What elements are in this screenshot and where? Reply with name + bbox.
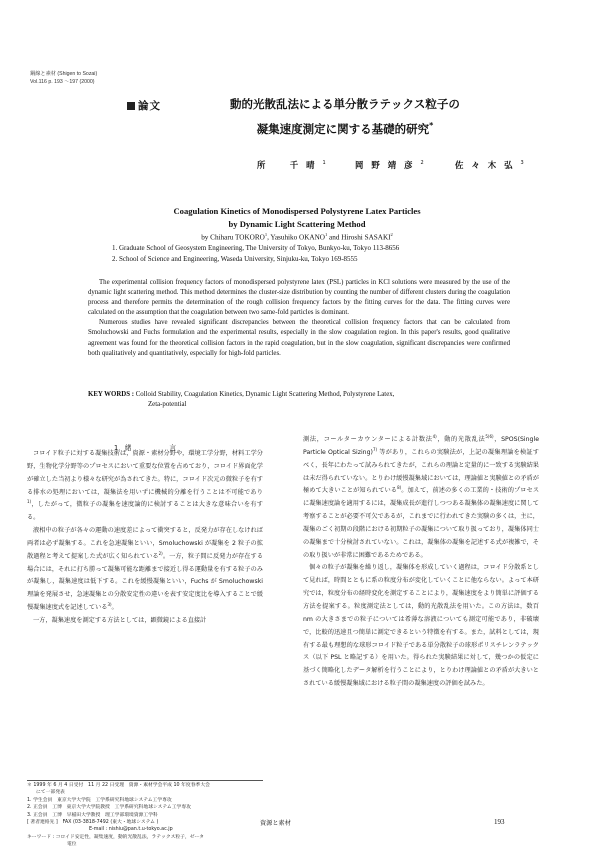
abstract-paragraph-2: Numerous studies have revealed significant discrepancies between the theoretical collision frequency factors that can be calculated from Smoluchowski and Fuchs formulation and the experimental results, especially in the slow coagulation region. In this paper's results, good qualitative agreement was found for the theoretical collision factors in the rapid coagulation, but in the slow coagulation, significant discrepancies were confirmed both qualitatively and quantitatively, especially for high-fold particles. <box>88 319 510 357</box>
body-text: 測法，コールターカウンターによる計数法 <box>303 436 433 443</box>
footnote-line: [ 著者連絡先 ] FAX (03-3818-7492 (東大・地球システム ) <box>27 820 159 826</box>
citation: 8) <box>397 485 402 491</box>
english-authors <box>60 232 534 241</box>
body-text: ，SPOS(Single Particle Optical Sizing) <box>303 436 539 456</box>
footnotes <box>27 782 263 849</box>
author-affiliation-mark: 3 <box>520 160 524 167</box>
page-number: 193 <box>494 818 505 826</box>
abstract-paragraph-1: The experimental collision frequency factors of monodispersed polystyrene latex (PSL) particles in KCl solutions were measured by the use of the dynamic light scattering method. This method determines the cluster-size distribution by counting the number of different clusters during the coagulation process and therefore permits the determination of the rough collision frequency factors by the fitting curves for the data. The fitting curves were calculated on the assumption that the coagulation between two same-fold particles is dominant. <box>88 279 510 317</box>
japanese-title-line-2-text: 凝集速度測定に関する基礎的研究 <box>256 121 430 136</box>
footnote-line: 1. 学生会員 東京大学大学院 工学系研究科地球システム工学専攻 <box>27 797 172 803</box>
footer-journal-name: 資源と素材 <box>260 820 291 827</box>
abstract <box>88 278 510 359</box>
english-author-3: Hiroshi SASAKI <box>341 233 391 242</box>
affiliation-1: 1. Graduate School of Geosystem Engineering, The University of Tokyo, Bunkyo-ku, Tokyo 113-8656 <box>112 244 400 252</box>
english-title-line-2: by Dynamic Light Scattering Method <box>228 219 366 229</box>
article-type-label: 論文 <box>138 100 161 112</box>
body-text: ，したがって，微粒子の凝集を速度論的に検討することは大きな意味合いを有する。 <box>27 501 263 522</box>
body-text: 。 <box>111 604 118 612</box>
citation: 7) <box>372 446 378 452</box>
japanese-author-1 <box>257 159 326 171</box>
body-paragraph: 個々の粒子が凝集を繰り返し，凝集体を形成していく過程は，コロイド分散系として見れば，時間とともに系の粒度分布が変化していくことに他ならない。よって本研究では，粒度分布の経時変化を測定することにより，凝集速度をより簡単に評価する方法を提案する。粒度測定法としては，動的光散乱法を用いた。この方法は，数百 nm の大きさまでの粒子については希薄な溶液についても測定可能であり，非破壊で，比較的迅速且つ簡単に測定できるという特徴を有する。また，試料としては，現有する最も理想的な球形コロイド粒子である単分散粒子の球形ポリスチレンラテックス（以下 PSL と略記する）を用いた。得られた実験結果に対して，幾つかの仮定に基づく簡略化したデータ解析を行うことにより，とりわけ理論値との矛盾が大きいとされている緩慢凝集域における粒子間の凝集速度の評価を試みた。 <box>303 564 539 688</box>
author-affiliation-mark: 1 <box>322 160 326 167</box>
author-affiliation-mark: 1 <box>324 232 328 237</box>
body-paragraph: 一方，凝集速度を測定する方法としては，顕微鏡による直接計 <box>33 616 207 624</box>
footnote-line: キーワード : コロイド安定性，凝集速度，動的光散乱法，ラテックス粒子，ゼータ <box>27 834 204 840</box>
japanese-title-line-2 <box>180 115 510 140</box>
body-text: ，動的光散乱法 <box>436 436 486 443</box>
citation: 2) <box>158 550 163 556</box>
footnote-divider <box>27 780 263 781</box>
english-author-2: Yasuhiko OKANO <box>270 233 325 242</box>
body-column-right <box>303 434 539 691</box>
english-author-1: Chiharu TOKORO <box>210 233 265 242</box>
footnote-line: にて一部発表 <box>36 790 65 796</box>
japanese-author-name: 所 千晴 <box>257 160 323 170</box>
body-text: 液相中の粒子が各々の運動の速度差によって衝突すると，反発力が存在しなければ両者は必ず凝集する。これを急速凝集といい，Smoluchowski が凝集を 2 粒子の拡散過程と考えて提案した式が広く知られている <box>27 527 263 560</box>
article-type-tag <box>127 98 161 113</box>
by-label: by <box>201 233 209 242</box>
japanese-author-3 <box>455 159 524 171</box>
author-affiliation-mark: 2 <box>390 232 393 237</box>
body-paragraph <box>27 525 263 615</box>
journal-volume: Vol.116 p. 193 ～197 (2000) <box>30 79 95 85</box>
body-paragraph <box>27 448 263 525</box>
japanese-author-2 <box>355 159 424 171</box>
citation: 4) <box>432 433 437 439</box>
author-separator: and <box>327 233 342 242</box>
citation: 3) <box>107 602 112 608</box>
english-title <box>60 205 534 231</box>
keywords-line-1 <box>88 390 510 400</box>
article-type-marker <box>127 102 135 110</box>
japanese-author-name: 佐々木弘 <box>455 160 521 170</box>
english-title-line-1: Coagulation Kinetics of Monodispersed Polystyrene Latex Particles <box>173 206 421 216</box>
body-text: コロイド粒子に対する凝集技術は，資源・素材分野や，環境工学分野，材料工学分野，生物化学分野等のプロセスにおいて重要な位置を占めており，コロイド界面化学が確立した当初より様々な研究が為されてきた。特に，コロイド次元の微粒子を有する排水の処理においては，凝集法を用いずに機械的分離を行うことは不可能であり <box>27 450 263 496</box>
section-number: 1．緒 <box>114 444 132 452</box>
affiliation-2: 2. School of Science and Engineering, Waseda University, Sinjuku-ku, Tokyo 169-8555 <box>112 255 358 263</box>
body-text: 。加えて，前述の多くの工業的・技術的プロセスに凝集速度論を適用するには，凝集成長が進行しつつある凝集体の凝集速度に関して考察することが必要不可欠であるが，これまでに行われてきた実験の多くは，主に，凝集のごく初期の段階における初期粒子の凝集について取り扱っており，凝集体同士の凝集まで十分検討されていない。これは，凝集体の凝集を記述する式が複雑で，その取り扱いが非常に困難であるためである。 <box>303 487 540 559</box>
japanese-authors <box>250 159 550 173</box>
journal-name: 鋼線と素材 (Shigen to Sozai) <box>30 71 98 77</box>
japanese-title-line-1: 動的光散乱法による単分散ラテックス粒子の <box>230 97 460 111</box>
keywords-text: Colloid Stability, Coagulation Kinetics, Dynamic Light Scattering Method, Polystyrene Latex, <box>135 391 395 398</box>
keywords-line-2: Zeta-potential <box>148 401 187 409</box>
keywords-label: KEY WORDS : <box>88 391 135 398</box>
body-column-left <box>27 448 263 628</box>
footnote-line: 3. 正会員 工博 早稲田大学教授 理工学部環境資源工学科 <box>27 812 158 818</box>
title-footnote-mark: * <box>429 121 434 130</box>
japanese-title <box>180 94 510 140</box>
english-keywords <box>88 390 510 410</box>
body-paragraph <box>303 434 539 562</box>
body-text: 。一方，粒子間に反発力が存在する場合には，それに打ち勝って凝集可能な距離まで接近し得る運動量を有する粒子のみが凝集し，凝集速度は低下する。これを緩慢凝集といい，Fuchs が Smoluchowski 理論を発展させ，急速凝集との分散安定性の違いを表す安定度比を導入することで緩慢凝集速度式を記述している <box>27 552 264 612</box>
journal-header <box>30 70 190 86</box>
section-title: 言 <box>169 444 176 452</box>
footnote-line: ＊ 1999 年 6 月 4 日受付 11 月 22 日受理 資源・素材学会平成 10 年度春季大会 <box>27 783 210 788</box>
japanese-author-name: 岡野靖彦 <box>355 160 421 170</box>
author-affiliation-mark: 1 <box>264 232 268 237</box>
footnote-line: 電位 <box>67 842 77 848</box>
footnote-line: E-mail : nishiu@pan.t.u-tokyo.ac.jp <box>89 827 173 833</box>
author-separator: , <box>267 233 271 242</box>
body-text: 等があり，これらの実験法が，上記の凝集理論を検証すべく，長年にわたって試みられてきたが，これらの理論と定量的に一致する実験結果は未だ得られていない。とりわけ緩慢凝集域においては，理論値と実験値との矛盾が極めて大きいことが知られている <box>303 448 539 495</box>
footnote-line: 2. 正会員 工博 東京大学大学院教授 工学系研究科地球システム工学専攻 <box>27 805 191 811</box>
citation: 1) <box>27 499 32 505</box>
author-affiliation-mark: 2 <box>420 160 424 167</box>
citation: 5)6) <box>485 433 494 439</box>
